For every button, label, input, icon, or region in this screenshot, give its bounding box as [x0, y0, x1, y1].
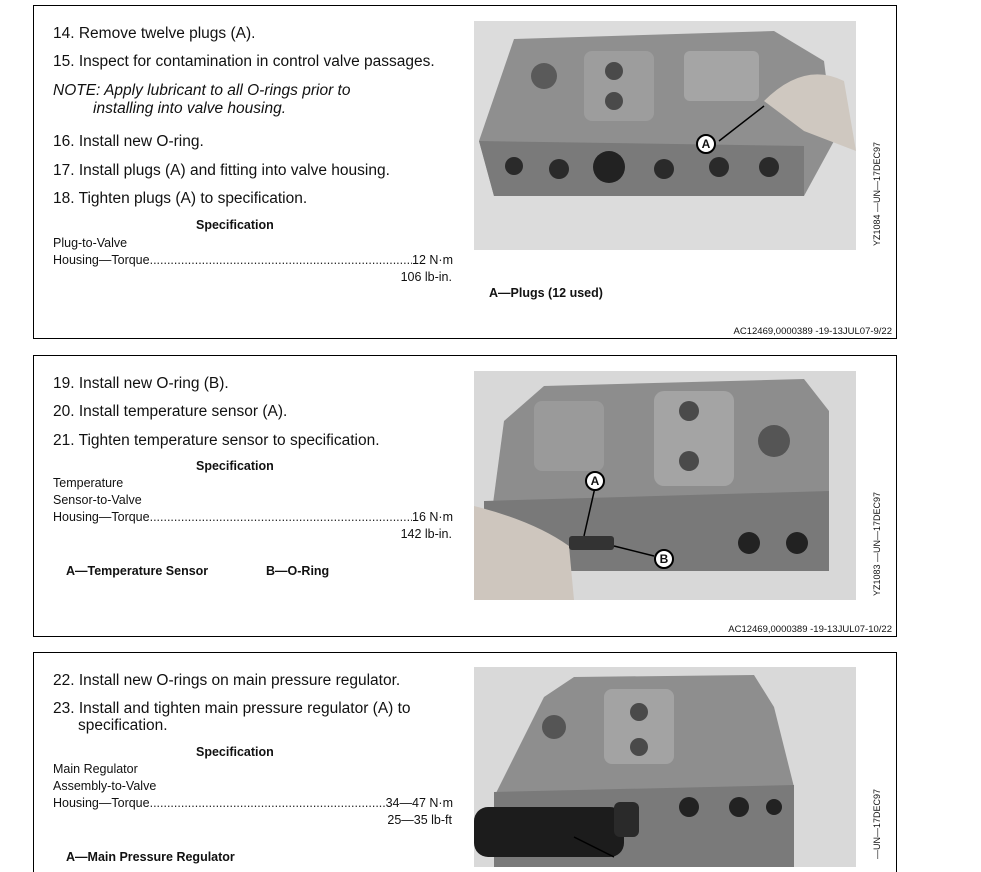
reference-code: AC12469,0000389 -19-13JUL07-9/22 — [733, 326, 892, 337]
legend-a: A—Plugs (12 used) — [489, 286, 603, 300]
callout-a: A — [585, 471, 605, 491]
spec-line: Housing—Torque — [53, 510, 150, 524]
callout-b: B — [654, 549, 674, 569]
spec-line: Temperature — [53, 476, 124, 490]
spec-table — [53, 475, 453, 543]
step-20: 20. Install temperature sensor (A). — [53, 403, 288, 420]
regulator-install-photo — [474, 667, 856, 867]
spec-value-metric: 12 N·m — [412, 253, 453, 267]
leader-dots — [150, 252, 412, 269]
regulator-install-illustration — [474, 667, 856, 867]
spec-table — [53, 235, 453, 286]
note-line-2: installing into valve housing. — [93, 100, 287, 117]
step-14: 14. Remove twelve plugs (A). — [53, 25, 256, 42]
spec-line: Housing—Torque — [53, 796, 150, 810]
spec-value-imperial: 142 lb-in. — [400, 527, 452, 541]
callout-a: A — [696, 134, 716, 154]
step-23-line-1: 23. Install and tighten main pressure regulator (A) to — [53, 700, 411, 717]
spec-line: Main Regulator — [53, 762, 138, 776]
step-23-line-2: specification. — [78, 717, 168, 734]
procedure-panel-2 — [33, 355, 897, 637]
image-code: —UN—17DEC97 — [872, 788, 882, 859]
image-code: YZ1083 —UN—17DEC97 — [872, 491, 882, 596]
spec-line: Sensor-to-Valve — [53, 493, 142, 507]
image-code: YZ1084 —UN—17DEC97 — [872, 141, 882, 246]
sensor-install-photo — [474, 371, 856, 600]
step-21: 21. Tighten temperature sensor to specification. — [53, 432, 380, 449]
spec-value-imperial: 25—35 lb-ft — [387, 813, 452, 827]
spec-line: Assembly-to-Valve — [53, 779, 157, 793]
step-16: 16. Install new O-ring. — [53, 133, 204, 150]
step-19: 19. Install new O-ring (B). — [53, 375, 229, 392]
spec-value-metric: 16 N·m — [412, 510, 453, 524]
step-17: 17. Install plugs (A) and fitting into valve housing. — [53, 162, 390, 179]
spec-line: Housing—Torque — [53, 253, 150, 267]
spec-title: Specification — [196, 745, 274, 759]
legend-b: B—O-Ring — [266, 564, 330, 578]
spec-value-imperial: 106 lb-in. — [400, 270, 452, 284]
valve-housing-illustration — [474, 21, 856, 250]
spec-title: Specification — [196, 218, 274, 232]
leader-dots — [150, 795, 386, 812]
valve-housing-photo — [474, 21, 856, 250]
leader-dots — [150, 509, 412, 526]
note-line-1: NOTE: Apply lubricant to all O-rings prior to — [53, 82, 351, 99]
step-15: 15. Inspect for contamination in control valve passages. — [53, 53, 435, 70]
procedure-panel-1 — [33, 5, 897, 339]
step-22: 22. Install new O-rings on main pressure regulator. — [53, 672, 401, 689]
spec-table — [53, 761, 453, 829]
procedure-panel-3 — [33, 652, 897, 872]
reference-code: AC12469,0000389 -19-13JUL07-10/22 — [728, 624, 892, 635]
legend-a: A—Temperature Sensor — [66, 564, 209, 578]
spec-value-metric: 34—47 N·m — [385, 796, 453, 810]
note — [53, 82, 350, 118]
step-18: 18. Tighten plugs (A) to specification. — [53, 190, 308, 207]
spec-title: Specification — [196, 459, 274, 473]
legend-a: A—Main Pressure Regulator — [66, 850, 235, 864]
spec-line: Plug-to-Valve — [53, 236, 128, 250]
